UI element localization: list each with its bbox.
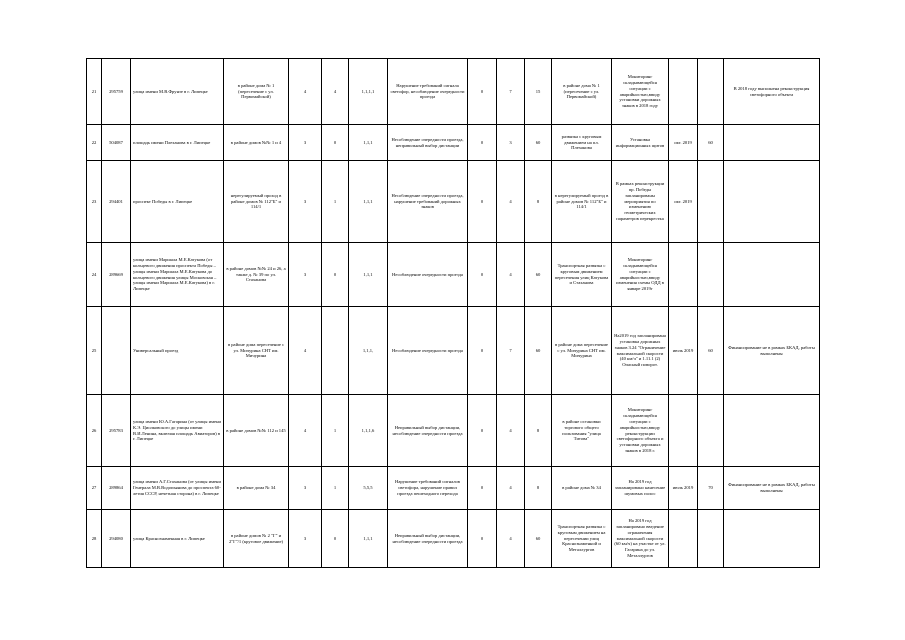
cell-street: проспект Победы в г. Липецке (131, 161, 224, 243)
cell-c5: 3 (289, 243, 322, 307)
cell-note (724, 161, 820, 243)
cell-c11: 60 (525, 307, 552, 395)
cell-street: улица имени М.В.Фрунзе в г. Липецке (131, 59, 224, 125)
cell-c11: 60 (525, 125, 552, 161)
cell-violation: Несоблюдение очередности проезда, нарушение требований дорожных знаков (388, 161, 468, 243)
cell-date: июль 2019 (669, 467, 698, 510)
cell-c11: 15 (525, 59, 552, 125)
cell-c7: 1,1,1, (349, 307, 388, 395)
cell-c11: 8 (525, 395, 552, 467)
cell-n: 27 (87, 467, 102, 510)
cell-c6: 4 (322, 59, 349, 125)
cell-c15 (698, 510, 724, 568)
cell-c5: 3 (289, 510, 322, 568)
cell-violation: Несоблюдение очередности проезда (388, 307, 468, 395)
cell-c9: 0 (468, 395, 497, 467)
cell-code: 504087 (102, 125, 131, 161)
cell-code (102, 307, 131, 395)
cell-note (724, 395, 820, 467)
cell-street: площадь имени Плеханова в г. Липецке (131, 125, 224, 161)
cell-c7: 5,5,5 (349, 467, 388, 510)
cell-violation: Несоблюдение очередности проезда (388, 243, 468, 307)
table-body (87, 59, 820, 568)
cell-location: нерегулируемый проход в районе домов № 112"Б" и 114/1 (224, 161, 289, 243)
cell-c11: 60 (525, 510, 552, 568)
cell-c15 (698, 243, 724, 307)
cell-street: улица имени Ю.А.Гагарина (от улицы имени К.Э. Циолковского до улицы имени В.И.Ленина, включая площадь Авиаторов) в г. Липецке (131, 395, 224, 467)
cell-c15: 70 (698, 467, 724, 510)
cell-c5: 3 (289, 161, 322, 243)
cell-c9: 0 (468, 467, 497, 510)
cell-c10: 4 (497, 395, 525, 467)
cell-c5: 4 (289, 59, 322, 125)
cell-c10: 4 (497, 161, 525, 243)
table-row (87, 125, 820, 161)
cell-c15: 60 (698, 307, 724, 395)
cell-note (724, 510, 820, 568)
cell-date (669, 243, 698, 307)
cell-c9: 0 (468, 243, 497, 307)
cell-c5: 4 (289, 307, 322, 395)
cell-measures: В рамках реконструкции пр. Победы запланированы мероприятия по изменению геометрических параметров перекрестка (612, 161, 669, 243)
table-row (87, 59, 820, 125)
cell-note (724, 125, 820, 161)
cell-place: в районе дома № 34 (552, 467, 612, 510)
cell-code: 294080 (102, 510, 131, 568)
cell-measures: Мониторинг складывающейся ситуации с аварийностью,ввиду установки дорожных знаков в 2018 году (612, 59, 669, 125)
cell-street: улица Краснознаменная в г. Липецке (131, 510, 224, 568)
cell-location: в районе домов №№ 1 и 4 (224, 125, 289, 161)
cell-c5: 4 (289, 395, 322, 467)
cell-violation: Неправильный выбор дистанции, несоблюдение очередности проезда (388, 395, 468, 467)
cell-note: Финансирование не в рамках БКАД, работы выполнены (724, 307, 820, 395)
cell-place: развязка с круговым движением на пл. Плеханова (552, 125, 612, 161)
cell-note: Финансирование не в рамках БКАД, работы выполнены (724, 467, 820, 510)
table-row (87, 395, 820, 467)
cell-c6: 0 (322, 125, 349, 161)
cell-violation: Нарушение требований сигнала светофор, несоблюдение очередности проезда (388, 59, 468, 125)
cell-n: 28 (87, 510, 102, 568)
cell-c6: 1 (322, 467, 349, 510)
cell-place: в районе дома № 1 (пересечение с ул. Первомайской) (552, 59, 612, 125)
cell-place: в районе дома пересечение с ул. Мичурина СНТ им. Мичурина (552, 307, 612, 395)
road-accident-table (86, 58, 820, 568)
cell-violation: Нарушение требований сигналов светофора, нарушение правил проезда пешеходного перехода (388, 467, 468, 510)
cell-c10: 4 (497, 510, 525, 568)
cell-place: в районе остановки торгового общего пользования "улица Титова" (552, 395, 612, 467)
cell-measures: Установка информационных щитов (612, 125, 669, 161)
cell-date (669, 59, 698, 125)
cell-c10: 4 (497, 243, 525, 307)
table-row (87, 510, 820, 568)
cell-c9: 0 (468, 161, 497, 243)
cell-c11: 8 (525, 161, 552, 243)
cell-c7: 1,1,1 (349, 125, 388, 161)
cell-code: 289864 (102, 467, 131, 510)
cell-date (669, 395, 698, 467)
cell-place: в нерегулируемый проезд в районе домов № 112"Б" и 114/1 (552, 161, 612, 243)
cell-place: Транспортная развязка с круговым движением на пересечении улиц Краснознаменной и Металлургов (552, 510, 612, 568)
table-row (87, 161, 820, 243)
cell-n: 22 (87, 125, 102, 161)
cell-measures: На 2019 год запланировано введение ограничения максимальной скорости (60 км/ч) на участке от ул. Гагарина до ул. Металлургов (612, 510, 669, 568)
cell-c7: 1,1,1,1 (349, 59, 388, 125)
cell-c9: 0 (468, 125, 497, 161)
cell-c6: 0 (322, 510, 349, 568)
table-row (87, 467, 820, 510)
cell-c7: 1,1,1 (349, 243, 388, 307)
cell-c10: 4 (497, 467, 525, 510)
cell-code: 289669 (102, 243, 131, 307)
cell-c5: 3 (289, 125, 322, 161)
cell-n: 21 (87, 59, 102, 125)
cell-c11: 60 (525, 243, 552, 307)
cell-date: окт. 2019 (669, 125, 698, 161)
cell-n: 23 (87, 161, 102, 243)
cell-c15 (698, 161, 724, 243)
cell-measures: Мониторинг складывающейся ситуации с аварийностью,ввиду изменения схемы ОДД в январе 2019г (612, 243, 669, 307)
cell-measures: На2019 год запланирована установка дорожных знаков 3.24 "Ограничение максимальной скорости (40 км/ч" и 1.11.1 (2) Опасный поворот. (612, 307, 669, 395)
cell-c7: 1,1,1 (349, 510, 388, 568)
cell-c11: 8 (525, 467, 552, 510)
cell-c10: 7 (497, 307, 525, 395)
cell-street: улица имени Маршала М.Е.Катукова (от кольцевого движения проспекта Победы – улицы имени Маршала М.Е.Катукова до кольцевого движения улицы Московская – улицы имени Маршала М.Е.Катукова) в г. Липецке (131, 243, 224, 307)
cell-code: 294401 (102, 161, 131, 243)
cell-c15 (698, 59, 724, 125)
cell-location: в районе домов №№ 24 и 26, а также д. № 39 по ул. Стаханова (224, 243, 289, 307)
cell-location: в районе дома пересечение с ул. Мичурина СНТ им. Мичурина (224, 307, 289, 395)
cell-c6: 1 (322, 395, 349, 467)
cell-date: июль 2019 (669, 307, 698, 395)
cell-n: 26 (87, 395, 102, 467)
table-row (87, 307, 820, 395)
cell-c9: 0 (468, 307, 497, 395)
cell-measures: Мониторинг складывающейся ситуации с аварийностью,ввиду реконструкции светофорного объекта и установки дорожных знаков в 2018 г. (612, 395, 669, 467)
cell-place: Транспортная развязка с круговым движением пересечения улиц Катукова и Стаханова (552, 243, 612, 307)
cell-location: в районе домов №№ 112 и 145 (224, 395, 289, 467)
cell-location: в районе дома № 1 (пересечение с ул. Первомайской) (224, 59, 289, 125)
cell-c10: 7 (497, 59, 525, 125)
table-row (87, 243, 820, 307)
cell-note (724, 243, 820, 307)
cell-note: В 2018 году выполнена реконструкция светофорного объекта (724, 59, 820, 125)
cell-location: в районе домов № 2 "Г" и 2"Г"/1 (круговое движение) (224, 510, 289, 568)
cell-location: в районе дома № 34 (224, 467, 289, 510)
cell-code: 295759 (102, 59, 131, 125)
cell-c5: 3 (289, 467, 322, 510)
cell-violation: Несоблюдение очередности проезда, неправильный выбор дистанции (388, 125, 468, 161)
cell-c9: 0 (468, 59, 497, 125)
cell-c7: 1,1,1,6 (349, 395, 388, 467)
cell-n: 25 (87, 307, 102, 395)
cell-street: Универсальный проезд (131, 307, 224, 395)
cell-c6: 0 (322, 243, 349, 307)
cell-code: 295783 (102, 395, 131, 467)
cell-c10: 3 (497, 125, 525, 161)
cell-measures: На 2019 год запланировано нанесение шумовых полос (612, 467, 669, 510)
cell-c9: 0 (468, 510, 497, 568)
cell-c7: 1,1,1 (349, 161, 388, 243)
cell-c6: 1 (322, 161, 349, 243)
cell-c15: 60 (698, 125, 724, 161)
cell-date: окт. 2019 (669, 161, 698, 243)
cell-street: улица имени А.Г.Стаханова (от улицы имени Генерала М.В.Водопьянова до проспекта 60-летия СССР, нечетная сторона) в г. Липецке (131, 467, 224, 510)
cell-date (669, 510, 698, 568)
cell-c15 (698, 395, 724, 467)
cell-violation: Неправильный выбор дистанции, несоблюдение очередности проезда (388, 510, 468, 568)
cell-c6 (322, 307, 349, 395)
cell-n: 24 (87, 243, 102, 307)
